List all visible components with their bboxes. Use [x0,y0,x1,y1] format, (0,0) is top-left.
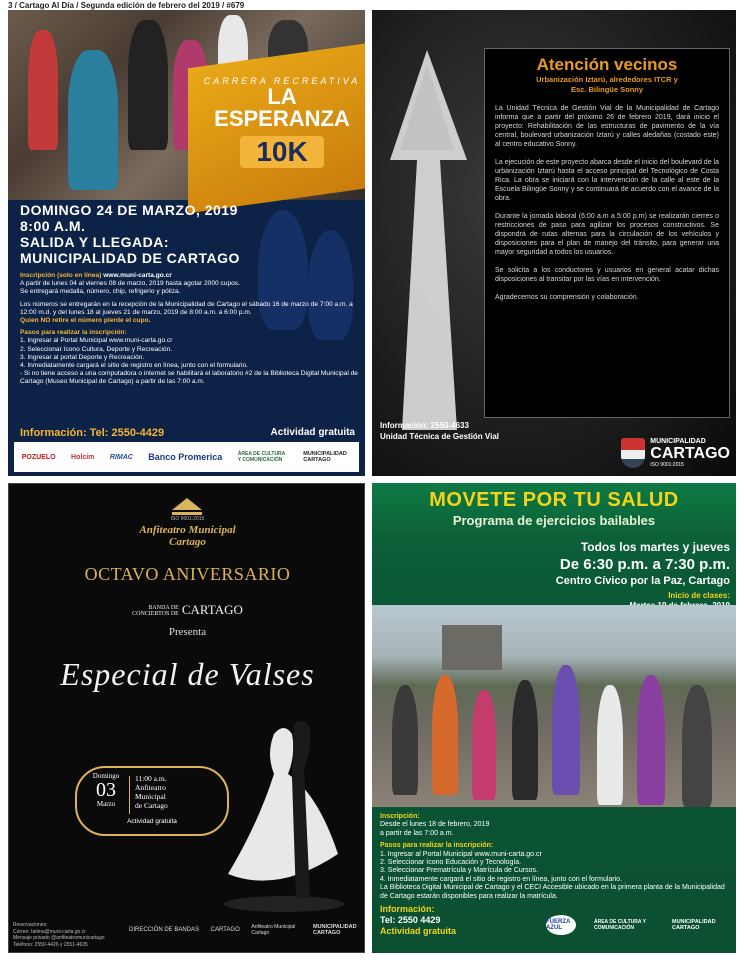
sponsor-logo: ÁREA DE CULTURA Y COMUNICACIÓN [237,451,286,463]
band-big: CARTAGO [181,602,243,617]
notice-title: Atención vecinos [536,55,678,74]
dance-free: Actividad gratuita [380,926,457,937]
concert-place: Municipal [135,792,166,801]
runner-figure [128,20,168,150]
month-name: Marzo [96,800,116,808]
crown-icon [172,498,202,515]
dance-photo [372,605,736,807]
step-item: 4. Inmediatamente cargará el sitio de registro en línea, junto con el formulario. [380,875,623,883]
step-item: La Biblioteca Digital Municipal de Cartago y el CECI Accesible ubicado en la primera planta de la Municipalidad de Cartago estarán disponibles para realizar la matrícula. [380,884,725,900]
dancer-figure [637,675,665,805]
crest-icon [621,438,645,468]
badge-divider [129,776,130,814]
notice-paragraph: Agradecemos su comprensión y colaboración. [495,294,639,301]
municipality-logo [621,438,730,468]
race-line: Se entregará medalla, número, chip, refrigerio y póliza. [20,288,181,296]
logo: Anfiteatro Municipal Cartago [251,924,296,936]
sponsor-logo: Holcim [71,453,95,461]
notice-subtitle: Esc. Bilingüe Sonny [570,85,644,94]
race-kicker: CARRERA RECREATIVA [203,76,361,86]
ins-line: Desde el lunes 18 de febrero, 2019 [380,821,490,829]
inscription-url: www.muni-carta.go.cr [103,272,172,279]
logo: ÁREA DE CULTURA Y COMUNICACIÓN [594,919,646,931]
concert-place: de Cartago [135,801,168,810]
dance-ad [372,483,736,953]
logo-iso: ISO 9001:2015 [650,462,684,468]
runner-figure [28,30,58,150]
day-name: Domingo [92,772,120,780]
logo: DIRECCIÓN DE BANDAS [129,927,200,933]
step-item: 3. Seleccionar Prematrícula y Matrícula de Cursos. [380,867,538,875]
dance-logos [546,915,732,935]
dance-hours: De 6:30 p.m. a 7:30 p.m. [559,556,730,573]
sponsor-logo: MUNICIPALIDAD CARTAGO [303,451,347,463]
step-item: - Si no tiene acceso a una computadora o internet se habilitará el laboratorio #2 de la Biblioteca Digital Municipal de Cartago (Museo Municipal de Cartago) a partir de las 7:00 a.m. [20,370,358,386]
band-small: BANDA DE [148,605,179,612]
page-header: 3 / Cartago Al Día / Segunda edición de febrero del 2019 / #679 [8,1,245,10]
dance-schedule [470,540,730,611]
dance-start-label: Inicio de clases: [668,591,730,600]
venue-city: Cartago [169,536,206,548]
concert-logos [129,924,361,936]
notice-card [484,48,730,418]
notice-phone: Información: 2550-4633 [380,421,469,430]
logo-top: MUNICIPALIDAD [650,438,706,445]
date-badge [75,766,229,836]
dance-days: Todos los martes y jueves [580,540,730,554]
sponsor-logo: POZUELO [21,453,56,461]
race-distance: 10K [240,136,323,168]
logo: FUERZA AZUL [546,915,576,935]
concert-iso: ISO 9001:2015 [170,516,205,522]
race-info [20,202,360,387]
dancer-figure [472,690,496,800]
info-title: Información: [380,904,435,915]
band-small: CONCIERTOS DE [132,611,179,618]
day-number: 03 [96,779,116,801]
race-title-box [202,76,362,168]
race-time: 8:00 A.M. [20,218,86,234]
ins-title: Inscripción: [380,813,420,820]
race-date: DOMINGO 24 DE MARZO, 2019 [20,202,238,218]
notice-paragraph: La ejecución de este proyecto abarca desde el inicio del boulevard de la urbanización Iztarú hasta el acceso principal del Tecnológico de Costa Rica. La obra se iniciará con la intervención de la calle al este de la Escuela Bilingüe Sonny y se continuará de acuerdo con el avance de la obra. [495,159,719,202]
sponsor-strip [14,442,359,472]
race-start-label: SALIDA Y LLEGADA: [20,234,170,250]
ins-line: a partir de las 7:00 a.m. [380,829,454,837]
res-email: Correo: fatima@muni-carta.go.cr [13,928,86,935]
dancer-figure [597,685,623,805]
race-place: MUNICIPALIDAD DE CARTAGO [20,250,240,266]
step-item: 2. Seleccionar ícono Educación y Tecnología. [380,859,522,867]
race-warning: Quien NO retire el número pierde el cupo. [20,317,151,325]
reservations [13,922,105,948]
dancer-figure [432,675,458,795]
steps-title: Pasos para realizar la inscripción: [20,329,127,337]
notice-paragraph: La Unidad Técnica de Gestión Vial de la Municipalidad de Cartago informa que a partir del próximo 26 de febrero 2019, dará inicio el proyecto: Rehabilitación de las estructuras de pavimento de la vía central, boulevard urbanización Iztarú y calles aledañas (costado este) al centro educativo Sonny. [495,105,719,148]
notice-footer [380,420,499,442]
step-item: 4. Inmediatamente cargará el sitio de registro en línea, junto con el formulario. [20,362,248,370]
dancers-image [214,714,354,914]
sponsor-logo: RIMAC [109,453,133,461]
res-message: Mensaje privado @anfiteatromunicartago [13,935,105,941]
notice-paragraph: Durante la jornada laboral (6:00 a.m a 5:00 p.m) se realizarán cierres o restricciones de paso para agilizar los procesos constructivos. Se dispondrá de rutas alternas para la circulación de los vehículos y disposiciones para el plan de manejo del tránsito, para generar una mayor seguridad a todos los usuarios. [495,213,719,256]
dance-title: MOVETE POR TU SALUD [429,489,679,511]
concert-ad [8,483,365,953]
race-free: Actividad gratuita [270,427,355,438]
dancer-figure [512,680,538,800]
step-item: 1. Ingresar al Portal Municipal www.muni-carta.go.cr [20,337,173,345]
step-item: 1. Ingresar al Portal Municipal www.muni-carta.go.cr [380,850,542,858]
notice-paragraph: Se solicita a los conductores y usuarios en general acatar dichas disposiciones al transitar por las vías en intervención. [495,267,719,283]
res-title: Reservaciones: [13,922,48,928]
concert-time: 11:00 a.m. [135,774,167,783]
res-phone: Teléfono: 2550-4426 y 2551-4635 [13,941,88,948]
anniversary-title: OCTAVO ANIVERSARIO [84,564,291,584]
band-name [9,602,365,618]
dancer-figure [392,685,418,795]
race-ad [8,10,365,476]
dancer-figure [552,665,580,795]
dance-place: Centro Cívico por la Paz, Cartago [555,575,730,587]
steps-title: Pasos para realizar la inscripción: [380,842,494,850]
race-title: LA ESPERANZA [214,84,350,131]
logo-main: CARTAGO [650,445,730,462]
step-item: 2. Seleccionar ícono Cultura, Deporte y Recreación. [20,345,173,353]
inscription-title: Inscripción (solo en línea) [20,272,102,279]
road-notice [372,10,736,476]
concert-place: Anfiteatro [135,783,166,792]
dance-subtitle: Programa de ejercicios bailables [452,513,656,528]
notice-subtitle: Urbanización Iztarú, alrededores ITCR y [536,75,678,84]
logo: MUNICIPALIDAD CARTAGO [312,924,357,936]
dance-phone: Tel: 2550 4429 [380,915,441,926]
building [442,625,502,670]
race-line: A partir de lunes 04 al viernes 08 de marzo, 2019 hasta agotar 2000 cupos. [20,280,240,288]
notice-unit: Unidad Técnica de Gestión Vial [380,432,499,441]
logo: MUNICIPALIDAD CARTAGO [672,919,716,931]
show-title: Especial de Valses [60,656,315,692]
concert-free: Actividad gratuita [127,818,177,825]
presents-label: Presenta [168,626,207,638]
step-item: 3. Ingresar al portal Deporte y Recreación. [20,353,145,361]
sponsor-logo: Banco Promerica [148,452,223,462]
race-line: Los números se entregarán en la recepción de la Municipalidad de Cartago el sábado 16 de marzo de 7:00 a.m. a 12:00 m.d. y del lunes 18 al jueves 21 de marzo, 2019 de 8:00 a.m. a 6:00 p.m. [20,300,353,316]
venue-name: Anfiteatro Municipal [139,524,236,536]
race-contact: Información: Tel: 2550-4429 [20,427,165,439]
dancer-figure [682,685,712,807]
runner-figure [68,50,118,190]
logo: CARTAGO [210,927,240,933]
